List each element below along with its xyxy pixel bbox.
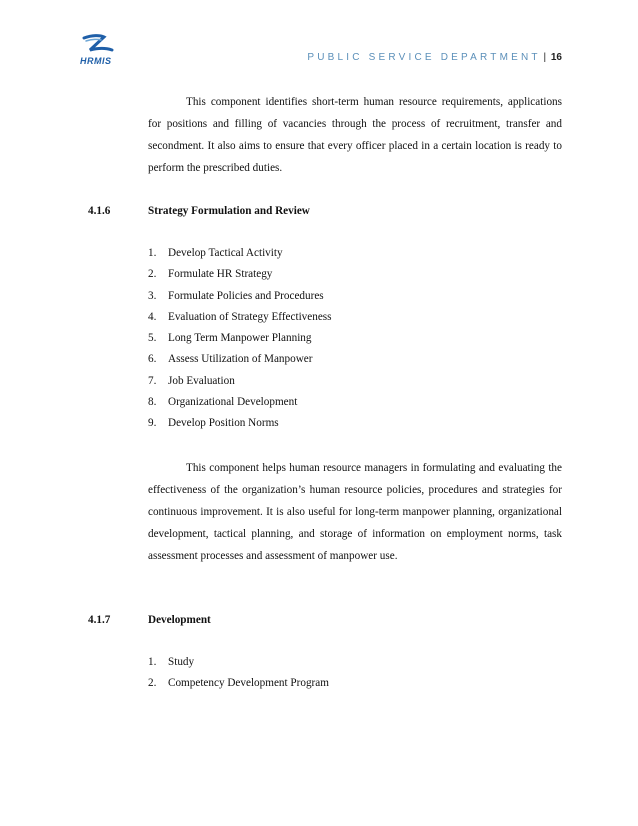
section-title: Strategy Formulation and Review	[148, 205, 310, 217]
strategy-list	[148, 243, 332, 435]
section-number: 4.1.6	[88, 205, 111, 217]
section-heading-4-1-7	[88, 614, 211, 626]
development-list	[148, 652, 329, 695]
logo-swoosh-icon	[76, 34, 124, 58]
section-number: 4.1.7	[88, 614, 111, 626]
list-item: 3. Formulate Policies and Procedures	[148, 289, 324, 302]
section-heading-4-1-6	[88, 205, 310, 217]
page-number: 16	[550, 52, 562, 63]
logo-text: HRMIS	[80, 56, 112, 66]
list-item: 9. Develop Position Norms	[148, 417, 279, 430]
list-item: 5. Long Term Manpower Planning	[148, 332, 312, 345]
section-title: Development	[148, 614, 211, 626]
page-header	[307, 52, 562, 63]
list-item: 7. Job Evaluation	[148, 374, 235, 387]
list-item: 1. Study	[148, 656, 195, 668]
department-name: PUBLIC SERVICE DEPARTMENT	[307, 52, 541, 63]
list-item: 4. Evaluation of Strategy Effectiveness	[148, 310, 332, 323]
list-item: 1. Develop Tactical Activity	[148, 247, 283, 259]
list-item: 2. Competency Development Program	[148, 677, 329, 690]
list-item: 8. Organizational Development	[148, 396, 298, 409]
list-item: 6. Assess Utilization of Manpower	[148, 353, 313, 366]
list-item: 2. Formulate HR Strategy	[148, 268, 273, 281]
header-separator: |	[543, 52, 547, 63]
strategy-paragraph: This component helps human resource managers in formulating and evaluating the effectiveness of the organization’s human resource policies, procedures and strategies for continuous improvement. It is also useful for long-term manpower planning, organizational development, tactical planning, and storage of information on employment norms, task assessment processes and assessment of manpower use.	[148, 462, 562, 562]
hrmis-logo	[76, 34, 124, 70]
intro-paragraph: This component identifies short-term human resource requirements, applications for positions and filling of vacancies through the process of recruitment, transfer and secondment. It also aims to ensure that every officer placed in a certain location is ready to perform the prescribed duties.	[148, 96, 562, 174]
